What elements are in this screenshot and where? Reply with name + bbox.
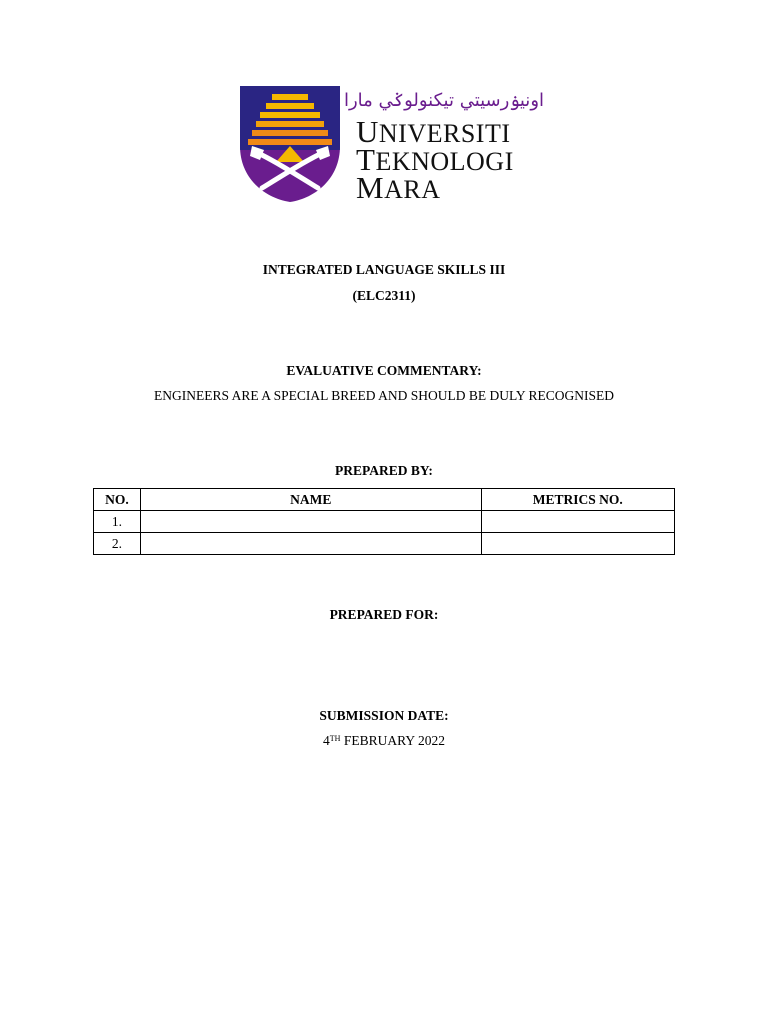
prepared-by-table [93, 488, 675, 555]
assignment-label: EVALUATIVE COMMENTARY: [286, 363, 482, 378]
header-metrics-no: METRICS NO. [481, 489, 674, 511]
prepared-by-label: PREPARED BY: [335, 463, 433, 478]
name-cell [140, 533, 481, 555]
assignment-topic: ENGINEERS ARE A SPECIAL BREED AND SHOULD BE DULY RECOGNISED [153, 388, 615, 403]
table-row [94, 511, 675, 533]
row-number: 1. [94, 511, 141, 533]
jawi-script-logo-text [343, 84, 545, 114]
row-number: 2. [94, 533, 141, 555]
submission-date-label: SUBMISSION DATE: [319, 708, 449, 723]
university-logo [238, 84, 545, 206]
metrics-cell [481, 533, 674, 555]
course-code: (ELC2311) [352, 288, 416, 303]
metrics-cell [481, 511, 674, 533]
logo-word-teknologi: TEKNOLOGI [356, 142, 514, 177]
svg-text:اونيۏرسيتي تيكنولوݢي مارا: اونيۏرسيتي تيكنولوݢي مارا [343, 90, 545, 111]
table-row [94, 533, 675, 555]
course-title: INTEGRATED LANGUAGE SKILLS III [262, 262, 506, 277]
logo-word-mara: MARA [356, 170, 441, 205]
header-name: NAME [140, 489, 481, 511]
logo-word-universiti: UNIVERSITI [356, 114, 511, 149]
uitm-crest-icon [238, 84, 342, 204]
header-no: NO. [94, 489, 141, 511]
prepared-for-label: PREPARED FOR: [329, 607, 439, 622]
name-cell [140, 511, 481, 533]
submission-date-value: 4TH FEBRUARY 2022 [323, 733, 445, 748]
table-header-row [94, 489, 675, 511]
